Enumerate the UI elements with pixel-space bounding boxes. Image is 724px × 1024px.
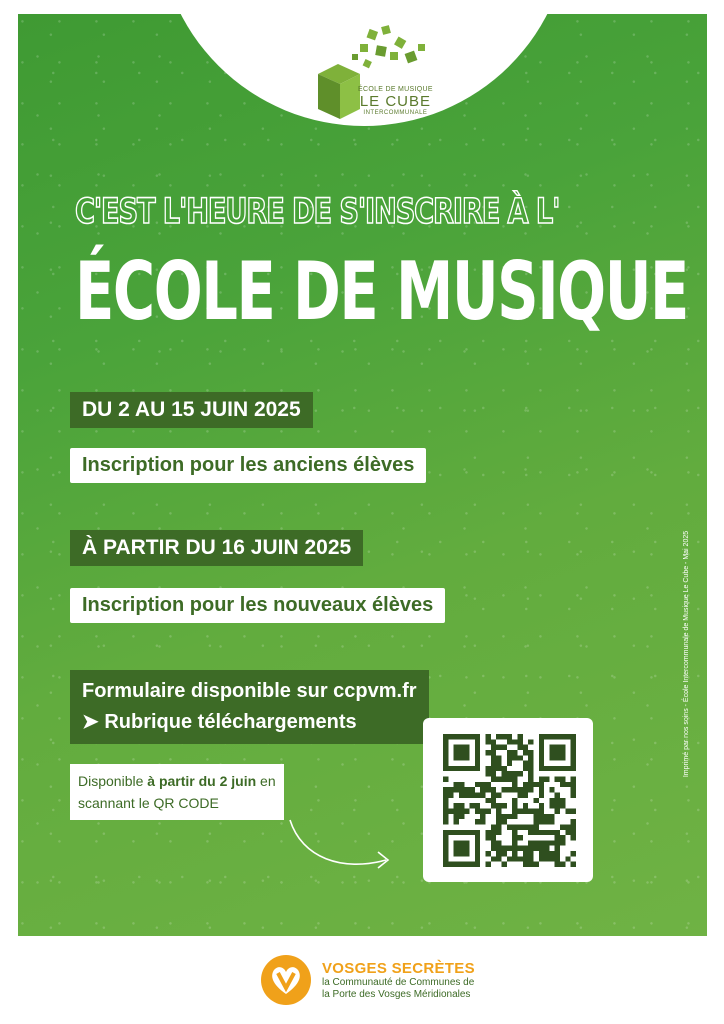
period2-label: Inscription pour les nouveaux élèves — [70, 588, 445, 623]
headline-line2: ÉCOLE DE MUSIQUE — [75, 245, 688, 338]
note-suffix: en — [256, 773, 276, 789]
qr-card — [423, 718, 593, 882]
form-line2: Rubrique téléchargements — [104, 711, 357, 733]
logo-line3: INTERCOMMUNALE — [363, 110, 428, 116]
footer-line2: la Porte des Vosges Méridionales — [322, 989, 471, 1000]
note-line2: scannant le QR CODE — [78, 795, 219, 811]
curved-arrow-icon — [288, 814, 408, 884]
form-info — [70, 670, 429, 744]
headline-line1: C'EST L'HEURE DE S'INSCRIRE À L' — [75, 192, 560, 232]
period2-date: À PARTIR DU 16 JUIN 2025 — [70, 530, 363, 566]
logo-line1: ÉCOLE DE MUSIQUE — [358, 86, 433, 93]
poster — [18, 14, 707, 936]
period1-label: Inscription pour les anciens élèves — [70, 448, 426, 483]
footer-branding — [322, 960, 475, 1001]
footer-line1: la Communauté de Communes de — [322, 977, 475, 988]
form-line2-row — [82, 707, 417, 738]
period1-date: DU 2 AU 15 JUIN 2025 — [70, 392, 313, 428]
form-line1: Formulaire disponible sur ccpvm.fr — [82, 680, 417, 702]
side-credit-text: Imprimé par nos soins - École Intercommunale de Musique Le Cube - Mai 2025 — [683, 530, 690, 778]
logo-wordmark — [358, 86, 433, 116]
heart-v-logo-icon — [260, 954, 312, 1006]
note-bold: à partir du 2 juin — [147, 773, 257, 789]
note-prefix: Disponible — [78, 773, 148, 789]
footer-brand: VOSGES SECRÈTES — [322, 960, 475, 977]
side-credit — [683, 494, 695, 814]
logo-line2: LE CUBE — [359, 93, 432, 110]
bullet-arrow-icon: ➤ — [82, 711, 99, 733]
note-line1 — [78, 770, 276, 792]
qr-code-icon[interactable] — [443, 734, 576, 867]
qr-note — [70, 764, 284, 820]
